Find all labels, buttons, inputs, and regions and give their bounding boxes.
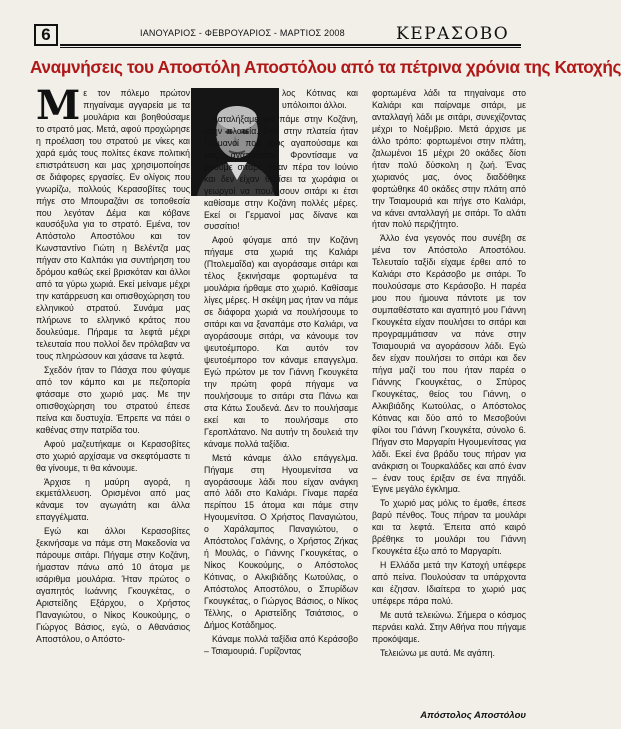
paragraph: Αφού φύγαμε από την Κοζάνη πήγαμε στα χωριά της Καλιάρι (Πτολεμαΐδα) και αγοράσαμε σιτάρι και τέλος ξεκινήσαμε φορτωμένα τα μουλάρια ήρθαμε στο χωριό. Καθίσαμε λίγες μέρες. Η σκέψη μας ήταν να πάμε σε διάφορα χωριά να πουλήσουμε το σιτάρι και να ξαναπάμε στο Καλιάρι, να αγοράσουμε σιτάρι, να κάνουμε τον ψευτοέμπορο. Και αυτόν τον ψευτοέμπορο τον κάναμε επαγγελμα. Εγώ πρώτον με τον Γιάννη Γκουγκέτα την πρώτη φορά πήγαμε να πουλήσουμε το σιτάρι στα Πάνω και στα Κάτω Σουδενά. Δεν το πουλήσαμε εκεί και το πουλήσαμε στο Γεροπλάτανο. Να αυτήν τη δουλειά την κάναμε πολλά ταξίδια. bbox=[204, 235, 358, 449]
paragraph: Με τον πόλεμο πρώτον πηγαίναμε αγγαρεία με τα μουλάρια και βοηθούσαμε το στρατό μας. Μετά, αφού προχώρησε η προέλαση του στρατού με νίκες και χαρά εμάς τους πολίτες έκανε πολιτική επιστράτευση και μας χρησιμοποίησε σε διάφορες εργασίες. Εν ολίγοις που γνωρίζω, πολλούς Κερασοβίτες τους πήγε στο Μπουραζάνι σε τοποθεσία που λεγόταν Δέμα και κόβανε καυσόξυλα για το στρατό. Εμένα, τον Απόστολο Αποστόλου και τον Κωνσταντίνο Γιώτη η Βελέντζα μας πήγαν στο Καλπάκι για συντήρηση του δρόμου καθώς εκεί βρισκόταν και άλλοι από τα γύρω χωριά. Εκεί μείναμε μέχρι την κατάρρευση και οπισθοχώρηση του ελληνικού στρατού. Συνάμα μας πλήρωνε το ελληνικό κράτος που δουλεύαμε. Πήραμε τα λεφτά μέχρι τελευταία που πολλοί δεν πρόλαβαν να τους πληρώσουν και χάσανε τα λεφτά. bbox=[36, 82, 190, 361]
masthead-title: ΚΕΡΑΣΟΒΟ bbox=[396, 24, 510, 44]
paragraph: Κάναμε πολλά ταξίδια από Κεράσοβο – Τσιαμουριά. Γυρίζοντας bbox=[204, 633, 358, 656]
paragraph: Μετά κάναμε άλλο επάγγελμα. Πήγαμε στη Ηγουμενίτσα να αγοράσουμε λάδι που είχαν ανάγκη από λάδι στο Καλιάρι. Γίναμε παρέα περίπου 15 άτομα και πάμε στην Ηγουμενίτσα. Ο Χρήστος Παναγιώτου, ο Χαράλαμπος Παναγιώτου, ο Απόστολος Γαλάνης, ο Χρήστος Ζήκας ή Μουλάς, ο Γιάννης Γκουγκέτας, ο Νίκος Κουκούμης, ο Απόστολος Κότινας, ο Αλκιβιάδης Κωτούλας, ο Απόστολος Αποστόλου, ο Σπυρίδων Γκουγκέτας, ο Γιώργος Βάσιος, ο Νίκος Τέλλης, ο Αριστείδης Τσιάτσιος, ο Δήμος Κοτάδημος. bbox=[204, 452, 358, 630]
article-column-1 bbox=[36, 82, 190, 648]
header-rule bbox=[60, 44, 521, 46]
paragraph: Καταλήξαμε για πάμε στην Κοζάνη, στην πλατεία. Εκεί στην πλατεία ήταν Γερμανοί που τους αγαπούσαμε και μας αγαπούσαν. Φροντίσαμε να βρούμε σιτάρι. Ήταν πέρα τον Ιούνιο και δεν είχαν θερίσει τα χωράφια οι γεωργοί να πουλήσουν σιτάρι κι έτσι καθίσαμε στην Κοζάνη πολλές μέρες. Εκεί οι Γερμανοί μας δίνανε και συσσίτιο! bbox=[204, 113, 358, 232]
paragraph: Το χωριό μας μόλις το έμαθε, έπεσε βαρύ πένθος. Τους πήραν τα μουλάρι και τα λεφτά. Έπειτα από καιρό βρέθηκε το μουλάρι του Γιάννη Γκουγκέτα έξω από το Μαργαρίτι. bbox=[372, 498, 526, 557]
paragraph: Η Ελλάδα μετά την Κατοχή υπέφερε από πείνα. Πουλούσαν τα υπάρχοντα και έζησαν. Ιδιαίτερα το χωριό μας υπέφερε πάρα πολύ. bbox=[372, 560, 526, 607]
page-number: 6 bbox=[34, 24, 58, 46]
author-signature: Απόστολος Αποστόλου bbox=[420, 710, 526, 721]
article-headline: Αναμνήσεις του Αποστόλη Αποστόλου από τα πέτρινα χρόνια της Κατοχής bbox=[30, 57, 621, 77]
paragraph: λος Κότινας και υπόλοιποι άλλοι. bbox=[282, 88, 358, 110]
paragraph: Με αυτά τελειώνω. Σήμερα ο κόσμος περνάει καλά. Στην Αθήνα που πήγαμε προκόψαμε. bbox=[372, 609, 526, 644]
paragraph: Αφού μαζευτήκαμε οι Κερασοβίτες στο χωριό αρχίσαμε να σκεφτόμαστε τι θα γίνουμε, τι θα κάνουμε. bbox=[36, 438, 190, 473]
article-column-3 bbox=[372, 88, 526, 662]
paragraph: Εγώ και άλλοι Κερασοβίτες ξεκινήσαμε να πάμε στη Μακεδονία να πάρουμε σιτάρι. Πήγαμε στην Κοζάνη, ήμασταν πάνω από 10 άτομα με ισάριθμα μουλάρια. Ήταν πρώτος ο αγαπητός Ιωάννης Γκουγκέτας, ο Αριστείδης Εξάρχου, ο Χρήστος Παναγιώτου, ο Νίκος Κουκούμης, ο Γιώργος Βάσιος, εγώ, ο Αθανάσιος Αποστόλου, ο Απόστο- bbox=[36, 526, 190, 644]
article-column-2 bbox=[204, 88, 358, 660]
issue-dates: ΙΑΝΟΥΑΡΙΟΣ - ΦΕΒΡΟΥΑΡΙΟΣ - ΜΑΡΤΙΟΣ 2008 bbox=[140, 28, 345, 38]
drop-cap: Μ bbox=[36, 82, 81, 129]
paragraph: Άρχισε η μαύρη αγορά, η εκμετάλλευση. Ορισμένοι από μας κάναμε τον αγωγιάτη και άλλα επαγγέλματα. bbox=[36, 476, 190, 523]
paragraph: φορτωμένα λάδι τα πηγαίναμε στο Καλιάρι και παίρναμε σιτάρι, με ανταλλαγή λάδι με σιτάρι, συνεχίζοντας μέχρι το Νοέμβριο. Μετά άρχισε με άλλο τρόπο: φορτωμένοι στην πλάτη, ζαλωμένοι 15 μέχρι 20 οκάδες δίοτι ήταν πολύ δύσκολη η ζωή. Ένας χωριανός μας, όνος διαδόθηκε φορτώθηκε 40 οκάδες στην πλάτη από την Τσιαμουριά και πήγε στο Καλιάρι, να κάνει ανταλλαγή με σιτάρι. Το αλάτι ήταν πολύ περιζήτητο. bbox=[372, 88, 526, 230]
paragraph: Σχεδόν ήταν το Πάσχα που φύγαμε από τον κάμπο και με πεζοπορία φτάσαμε στο χωριό μας. Με την οπισθοχώρηση του στρατού έπεσε πείνα και δυστυχία. Έπρεπε να πάει ο καθένας στην πατρίδα του. bbox=[36, 364, 190, 435]
header-rule-thin bbox=[60, 47, 521, 48]
paragraph: Άλλο ένα γεγονός που συνέβη σε μένα τον Απόστολο Αποστόλου. Τελευταίο ταξίδι είχαμε έρθει από το Καλιάρι στο Κεράσοβο με σιτάρι. Το πουλούσαμε στο Κεράσοβο. Η παρέα μου που ήμουνα πάντοτε με τον συμπαθέστατο και αγαπητό μου Γιάννη Γκουγκέτα είχαν πουλήσει το σιτάρι και προγραμμάτισαν να πάνε στην Τσιαμουριά να αγοράσουν λάδι. Εγώ δεν είχαν πουλήσει το σιτάρι και δεν πήγα μαζί του που ήταν παρέα ο Γιάννης Γκουγκέτας, ο Σπύρος Γκουγκέτας, θείος του Γιάννη, ο Αλκιβιάδης Κωτούλας, ο Απόστολος Κότινας και δύο από το Μεσοβούνι φίλοι του Γιάννη Γκουγκέτα, σύνολο 6. Πήγαν στο Μαργαρίτι Ηγουμενίτσας για λάδι. Εκεί ένα βράδυ τους πήραν για ανάκριση οι Τουρκαλάδες και από έναν – έναν τους έριξαν σε ένα πηγάδι. Έγινε μεγάλο έγκλημα. bbox=[372, 233, 526, 495]
paragraph: Τελειώνω με αυτά. Με αγάπη. bbox=[380, 647, 495, 658]
